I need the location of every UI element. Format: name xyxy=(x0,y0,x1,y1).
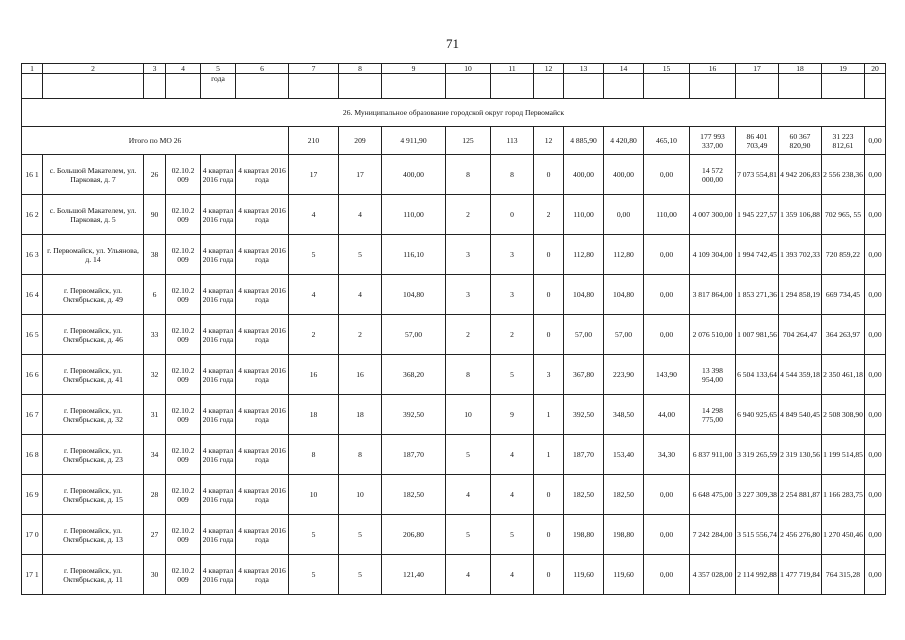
start-period-cell: 4 квартал 2016 года xyxy=(201,275,236,315)
date-cell: 02.10.2 009 xyxy=(166,395,201,435)
end-period-cell: 4 квартал 2016 года xyxy=(236,555,289,595)
c11-cell: 4 xyxy=(491,555,534,595)
c15-cell: 0,00 xyxy=(644,315,690,355)
c20-cell: 0,00 xyxy=(865,195,886,235)
cost-region-cell: 4 544 359,18 xyxy=(779,355,822,395)
c10-cell: 5 xyxy=(446,515,491,555)
c11-cell: 5 xyxy=(491,515,534,555)
c11-cell: 9 xyxy=(491,395,534,435)
c10-cell: 2 xyxy=(446,315,491,355)
c7-cell: 17 xyxy=(289,155,339,195)
housing-register-table xyxy=(21,63,886,595)
row-number: 16 5 xyxy=(22,315,43,355)
table-row xyxy=(22,195,886,235)
date-cell: 02.10.2 009 xyxy=(166,475,201,515)
cost-region-cell: 1 359 106,88 xyxy=(779,195,822,235)
c20-cell: 0,00 xyxy=(865,235,886,275)
c20-cell: 0,00 xyxy=(865,555,886,595)
end-period-cell: 4 квартал 2016 года xyxy=(236,515,289,555)
total-label: Итого по МО 26 xyxy=(22,127,289,155)
column-number-cell: 19 xyxy=(822,64,865,74)
table-row xyxy=(22,515,886,555)
address-cell: г. Первомайск, ул. Октябрьская, д. 13 xyxy=(43,515,144,555)
total-cell: 4 420,80 xyxy=(604,127,644,155)
cost-fund-cell: 2 114 992,88 xyxy=(736,555,779,595)
year-cell: 32 xyxy=(144,355,166,395)
cost-region-cell: 1 294 858,19 xyxy=(779,275,822,315)
table-row xyxy=(22,475,886,515)
c7-cell: 5 xyxy=(289,515,339,555)
cost-total-cell: 4 007 300,00 xyxy=(690,195,736,235)
end-period-cell: 4 квартал 2016 года xyxy=(236,235,289,275)
c13-cell: 367,80 xyxy=(564,355,604,395)
c14-cell: 400,00 xyxy=(604,155,644,195)
section-title: 26. Муниципальное образование городской округ город Первомайск xyxy=(22,99,886,127)
c11-cell: 3 xyxy=(491,275,534,315)
c15-cell: 0,00 xyxy=(644,515,690,555)
c7-cell: 4 xyxy=(289,275,339,315)
cost-region-cell: 704 264,47 xyxy=(779,315,822,355)
year-cell: 33 xyxy=(144,315,166,355)
column-number-cell: 20 xyxy=(865,64,886,74)
c20-cell: 0,00 xyxy=(865,435,886,475)
c12-cell: 1 xyxy=(534,395,564,435)
total-cell: 4 885,90 xyxy=(564,127,604,155)
c14-cell: 57,00 xyxy=(604,315,644,355)
cost-region-cell: 4 942 206,83 xyxy=(779,155,822,195)
date-cell: 02.10.2 009 xyxy=(166,435,201,475)
row-number: 16 1 xyxy=(22,155,43,195)
cost-local-cell: 702 965, 55 xyxy=(822,195,865,235)
c12-cell: 0 xyxy=(534,475,564,515)
address-cell: г. Первомайск, ул. Октябрьская, д. 46 xyxy=(43,315,144,355)
year-cell: 90 xyxy=(144,195,166,235)
c10-cell: 8 xyxy=(446,155,491,195)
column-number-cell: 18 xyxy=(779,64,822,74)
c8-cell: 4 xyxy=(339,275,382,315)
cost-fund-cell: 7 073 554,81 xyxy=(736,155,779,195)
area-cell: 400,00 xyxy=(382,155,446,195)
date-cell: 02.10.2 009 xyxy=(166,275,201,315)
row-number: 16 6 xyxy=(22,355,43,395)
cost-fund-cell: 1 007 981,56 xyxy=(736,315,779,355)
c10-cell: 4 xyxy=(446,555,491,595)
cost-local-cell: 2 556 238,36 xyxy=(822,155,865,195)
cost-region-cell: 2 456 276,80 xyxy=(779,515,822,555)
cost-region-cell: 2 254 881,87 xyxy=(779,475,822,515)
total-cell: 86 401 703,49 xyxy=(736,127,779,155)
cost-total-cell: 14 572 000,00 xyxy=(690,155,736,195)
c20-cell: 0,00 xyxy=(865,355,886,395)
cost-fund-cell: 1 853 271,36 xyxy=(736,275,779,315)
c12-cell: 0 xyxy=(534,315,564,355)
c8-cell: 5 xyxy=(339,555,382,595)
end-period-cell: 4 квартал 2016 года xyxy=(236,195,289,235)
cost-region-cell: 1 477 719,84 xyxy=(779,555,822,595)
row-number: 16 3 xyxy=(22,235,43,275)
c20-cell: 0,00 xyxy=(865,515,886,555)
area-cell: 368,20 xyxy=(382,355,446,395)
c15-cell: 34,30 xyxy=(644,435,690,475)
c15-cell: 110,00 xyxy=(644,195,690,235)
address-cell: г. Первомайск, ул. Ульянова, д. 14 xyxy=(43,235,144,275)
total-cell: 125 xyxy=(446,127,491,155)
row-number: 16 7 xyxy=(22,395,43,435)
table-row xyxy=(22,555,886,595)
c15-cell: 0,00 xyxy=(644,555,690,595)
cost-local-cell: 669 734,45 xyxy=(822,275,865,315)
cost-total-cell: 14 298 775,00 xyxy=(690,395,736,435)
column-number-cell: 3 xyxy=(144,64,166,74)
c15-cell: 0,00 xyxy=(644,275,690,315)
column-number-cell: 2 xyxy=(43,64,144,74)
year-cell: 28 xyxy=(144,475,166,515)
c13-cell: 110,00 xyxy=(564,195,604,235)
c10-cell: 2 xyxy=(446,195,491,235)
total-cell: 31 223 812,61 xyxy=(822,127,865,155)
c13-cell: 104,80 xyxy=(564,275,604,315)
total-cell: 60 367 820,90 xyxy=(779,127,822,155)
c20-cell: 0,00 xyxy=(865,315,886,355)
c11-cell: 5 xyxy=(491,355,534,395)
total-cell: 113 xyxy=(491,127,534,155)
c13-cell: 392,50 xyxy=(564,395,604,435)
c12-cell: 1 xyxy=(534,435,564,475)
table-row xyxy=(22,395,886,435)
cost-local-cell: 720 859,22 xyxy=(822,235,865,275)
table-row xyxy=(22,435,886,475)
cost-region-cell: 4 849 540,45 xyxy=(779,395,822,435)
c14-cell: 0,00 xyxy=(604,195,644,235)
c10-cell: 3 xyxy=(446,275,491,315)
cost-total-cell: 6 648 475,00 xyxy=(690,475,736,515)
c15-cell: 0,00 xyxy=(644,235,690,275)
cost-fund-cell: 3 319 265,59 xyxy=(736,435,779,475)
continuation-row xyxy=(22,74,886,99)
c8-cell: 10 xyxy=(339,475,382,515)
c7-cell: 5 xyxy=(289,555,339,595)
c14-cell: 112,80 xyxy=(604,235,644,275)
section-row xyxy=(22,99,886,127)
column-number-row xyxy=(22,64,886,74)
column-number-cell: 11 xyxy=(491,64,534,74)
cost-total-cell: 3 817 864,00 xyxy=(690,275,736,315)
c10-cell: 3 xyxy=(446,235,491,275)
cost-total-cell: 2 076 510,00 xyxy=(690,315,736,355)
c11-cell: 0 xyxy=(491,195,534,235)
column-number-cell: 12 xyxy=(534,64,564,74)
total-row xyxy=(22,127,886,155)
address-cell: г. Первомайск, ул. Октябрьская, д. 32 xyxy=(43,395,144,435)
cost-region-cell: 1 393 702,33 xyxy=(779,235,822,275)
cost-local-cell: 1 199 514,85 xyxy=(822,435,865,475)
address-cell: г. Первомайск, ул. Октябрьская, д. 49 xyxy=(43,275,144,315)
cost-fund-cell: 6 504 133,64 xyxy=(736,355,779,395)
page-number: 71 xyxy=(446,36,459,51)
c14-cell: 104,80 xyxy=(604,275,644,315)
start-period-cell: 4 квартал 2016 года xyxy=(201,235,236,275)
total-cell: 0,00 xyxy=(865,127,886,155)
c10-cell: 5 xyxy=(446,435,491,475)
column-number-cell: 16 xyxy=(690,64,736,74)
area-cell: 104,80 xyxy=(382,275,446,315)
start-period-cell: 4 квартал 2016 года xyxy=(201,475,236,515)
end-period-cell: 4 квартал 2016 года xyxy=(236,155,289,195)
c11-cell: 3 xyxy=(491,235,534,275)
c11-cell: 8 xyxy=(491,155,534,195)
c13-cell: 400,00 xyxy=(564,155,604,195)
cost-total-cell: 6 837 911,00 xyxy=(690,435,736,475)
date-cell: 02.10.2 009 xyxy=(166,555,201,595)
column-number-cell: 5 xyxy=(201,64,236,74)
c15-cell: 143,90 xyxy=(644,355,690,395)
c13-cell: 119,60 xyxy=(564,555,604,595)
row-number: 16 8 xyxy=(22,435,43,475)
cost-region-cell: 2 319 130,56 xyxy=(779,435,822,475)
column-number-cell: 15 xyxy=(644,64,690,74)
c15-cell: 0,00 xyxy=(644,475,690,515)
column-number-cell: 17 xyxy=(736,64,779,74)
c8-cell: 18 xyxy=(339,395,382,435)
c12-cell: 0 xyxy=(534,155,564,195)
column-number-cell: 14 xyxy=(604,64,644,74)
c10-cell: 4 xyxy=(446,475,491,515)
table-row xyxy=(22,275,886,315)
cost-local-cell: 764 315,28 xyxy=(822,555,865,595)
c20-cell: 0,00 xyxy=(865,395,886,435)
area-cell: 182,50 xyxy=(382,475,446,515)
c14-cell: 153,40 xyxy=(604,435,644,475)
c11-cell: 4 xyxy=(491,475,534,515)
cost-total-cell: 13 398 954,00 xyxy=(690,355,736,395)
total-cell: 209 xyxy=(339,127,382,155)
address-cell: г. Первомайск, ул. Октябрьская, д. 11 xyxy=(43,555,144,595)
column-number-cell: 4 xyxy=(166,64,201,74)
row-number: 16 4 xyxy=(22,275,43,315)
c7-cell: 10 xyxy=(289,475,339,515)
c14-cell: 119,60 xyxy=(604,555,644,595)
row-number: 17 1 xyxy=(22,555,43,595)
c13-cell: 57,00 xyxy=(564,315,604,355)
area-cell: 187,70 xyxy=(382,435,446,475)
area-cell: 110,00 xyxy=(382,195,446,235)
table-row xyxy=(22,315,886,355)
c12-cell: 0 xyxy=(534,235,564,275)
c15-cell: 44,00 xyxy=(644,395,690,435)
cost-local-cell: 2 350 461,18 xyxy=(822,355,865,395)
column-number-cell: 8 xyxy=(339,64,382,74)
table-row xyxy=(22,235,886,275)
c8-cell: 5 xyxy=(339,515,382,555)
cost-total-cell: 7 242 284,00 xyxy=(690,515,736,555)
area-cell: 116,10 xyxy=(382,235,446,275)
start-period-cell: 4 квартал 2016 года xyxy=(201,555,236,595)
end-period-cell: 4 квартал 2016 года xyxy=(236,435,289,475)
column-number-cell: 7 xyxy=(289,64,339,74)
table-row xyxy=(22,355,886,395)
year-cell: 38 xyxy=(144,235,166,275)
date-cell: 02.10.2 009 xyxy=(166,515,201,555)
table-row xyxy=(22,155,886,195)
c20-cell: 0,00 xyxy=(865,475,886,515)
total-cell: 210 xyxy=(289,127,339,155)
c7-cell: 5 xyxy=(289,235,339,275)
year-cell: 34 xyxy=(144,435,166,475)
cost-fund-cell: 1 945 227,57 xyxy=(736,195,779,235)
column-number-cell: 1 xyxy=(22,64,43,74)
year-cell: 30 xyxy=(144,555,166,595)
c8-cell: 5 xyxy=(339,235,382,275)
total-cell: 465,10 xyxy=(644,127,690,155)
cost-fund-cell: 6 940 925,65 xyxy=(736,395,779,435)
end-period-cell: 4 квартал 2016 года xyxy=(236,315,289,355)
year-cell: 27 xyxy=(144,515,166,555)
c10-cell: 10 xyxy=(446,395,491,435)
c12-cell: 0 xyxy=(534,515,564,555)
end-period-cell: 4 квартал 2016 года xyxy=(236,275,289,315)
c7-cell: 2 xyxy=(289,315,339,355)
c14-cell: 182,50 xyxy=(604,475,644,515)
year-cell: 6 xyxy=(144,275,166,315)
end-period-cell: 4 квартал 2016 года xyxy=(236,475,289,515)
total-cell: 4 911,90 xyxy=(382,127,446,155)
column-number-cell: 6 xyxy=(236,64,289,74)
c8-cell: 4 xyxy=(339,195,382,235)
cost-fund-cell: 3 227 309,38 xyxy=(736,475,779,515)
c14-cell: 348,50 xyxy=(604,395,644,435)
cost-local-cell: 364 263,97 xyxy=(822,315,865,355)
address-cell: г. Первомайск, ул. Октябрьская, д. 15 xyxy=(43,475,144,515)
c13-cell: 198,80 xyxy=(564,515,604,555)
start-period-cell: 4 квартал 2016 года xyxy=(201,155,236,195)
address-cell: с. Большой Макателем, ул. Парковая, д. 5 xyxy=(43,195,144,235)
year-cell: 26 xyxy=(144,155,166,195)
column-number-cell: 13 xyxy=(564,64,604,74)
address-cell: г. Первомайск, ул. Октябрьская, д. 23 xyxy=(43,435,144,475)
c7-cell: 8 xyxy=(289,435,339,475)
start-period-cell: 4 квартал 2016 года xyxy=(201,515,236,555)
c11-cell: 2 xyxy=(491,315,534,355)
row-number: 17 0 xyxy=(22,515,43,555)
date-cell: 02.10.2 009 xyxy=(166,155,201,195)
cost-local-cell: 2 508 308,90 xyxy=(822,395,865,435)
c10-cell: 8 xyxy=(446,355,491,395)
c13-cell: 182,50 xyxy=(564,475,604,515)
c12-cell: 2 xyxy=(534,195,564,235)
c13-cell: 112,80 xyxy=(564,235,604,275)
continuation-cell: года xyxy=(201,74,236,99)
c11-cell: 4 xyxy=(491,435,534,475)
date-cell: 02.10.2 009 xyxy=(166,315,201,355)
c14-cell: 223,90 xyxy=(604,355,644,395)
end-period-cell: 4 квартал 2016 года xyxy=(236,355,289,395)
start-period-cell: 4 квартал 2016 года xyxy=(201,195,236,235)
date-cell: 02.10.2 009 xyxy=(166,235,201,275)
cost-local-cell: 1 166 283,75 xyxy=(822,475,865,515)
area-cell: 121,40 xyxy=(382,555,446,595)
c8-cell: 16 xyxy=(339,355,382,395)
c7-cell: 16 xyxy=(289,355,339,395)
date-cell: 02.10.2 009 xyxy=(166,195,201,235)
c8-cell: 2 xyxy=(339,315,382,355)
start-period-cell: 4 квартал 2016 года xyxy=(201,435,236,475)
area-cell: 57,00 xyxy=(382,315,446,355)
column-number-cell: 10 xyxy=(446,64,491,74)
area-cell: 392,50 xyxy=(382,395,446,435)
c13-cell: 187,70 xyxy=(564,435,604,475)
start-period-cell: 4 квартал 2016 года xyxy=(201,395,236,435)
address-cell: с. Большой Макателем, ул. Парковая, д. 7 xyxy=(43,155,144,195)
c12-cell: 0 xyxy=(534,275,564,315)
c15-cell: 0,00 xyxy=(644,155,690,195)
date-cell: 02.10.2 009 xyxy=(166,355,201,395)
cost-total-cell: 4 109 304,00 xyxy=(690,235,736,275)
c20-cell: 0,00 xyxy=(865,275,886,315)
year-cell: 31 xyxy=(144,395,166,435)
table-body xyxy=(22,64,886,595)
address-cell: г. Первомайск, ул. Октябрьская, д. 41 xyxy=(43,355,144,395)
cost-fund-cell: 1 994 742,45 xyxy=(736,235,779,275)
end-period-cell: 4 квартал 2016 года xyxy=(236,395,289,435)
column-number-cell: 9 xyxy=(382,64,446,74)
start-period-cell: 4 квартал 2016 года xyxy=(201,355,236,395)
c12-cell: 0 xyxy=(534,555,564,595)
row-number: 16 2 xyxy=(22,195,43,235)
cost-total-cell: 4 357 028,00 xyxy=(690,555,736,595)
cost-fund-cell: 3 515 556,74 xyxy=(736,515,779,555)
c8-cell: 8 xyxy=(339,435,382,475)
total-cell: 177 993 337,00 xyxy=(690,127,736,155)
total-cell: 12 xyxy=(534,127,564,155)
c14-cell: 198,80 xyxy=(604,515,644,555)
cost-local-cell: 1 270 450,46 xyxy=(822,515,865,555)
c12-cell: 3 xyxy=(534,355,564,395)
start-period-cell: 4 квартал 2016 года xyxy=(201,315,236,355)
row-number: 16 9 xyxy=(22,475,43,515)
c7-cell: 18 xyxy=(289,395,339,435)
c20-cell: 0,00 xyxy=(865,155,886,195)
c7-cell: 4 xyxy=(289,195,339,235)
c8-cell: 17 xyxy=(339,155,382,195)
area-cell: 206,80 xyxy=(382,515,446,555)
